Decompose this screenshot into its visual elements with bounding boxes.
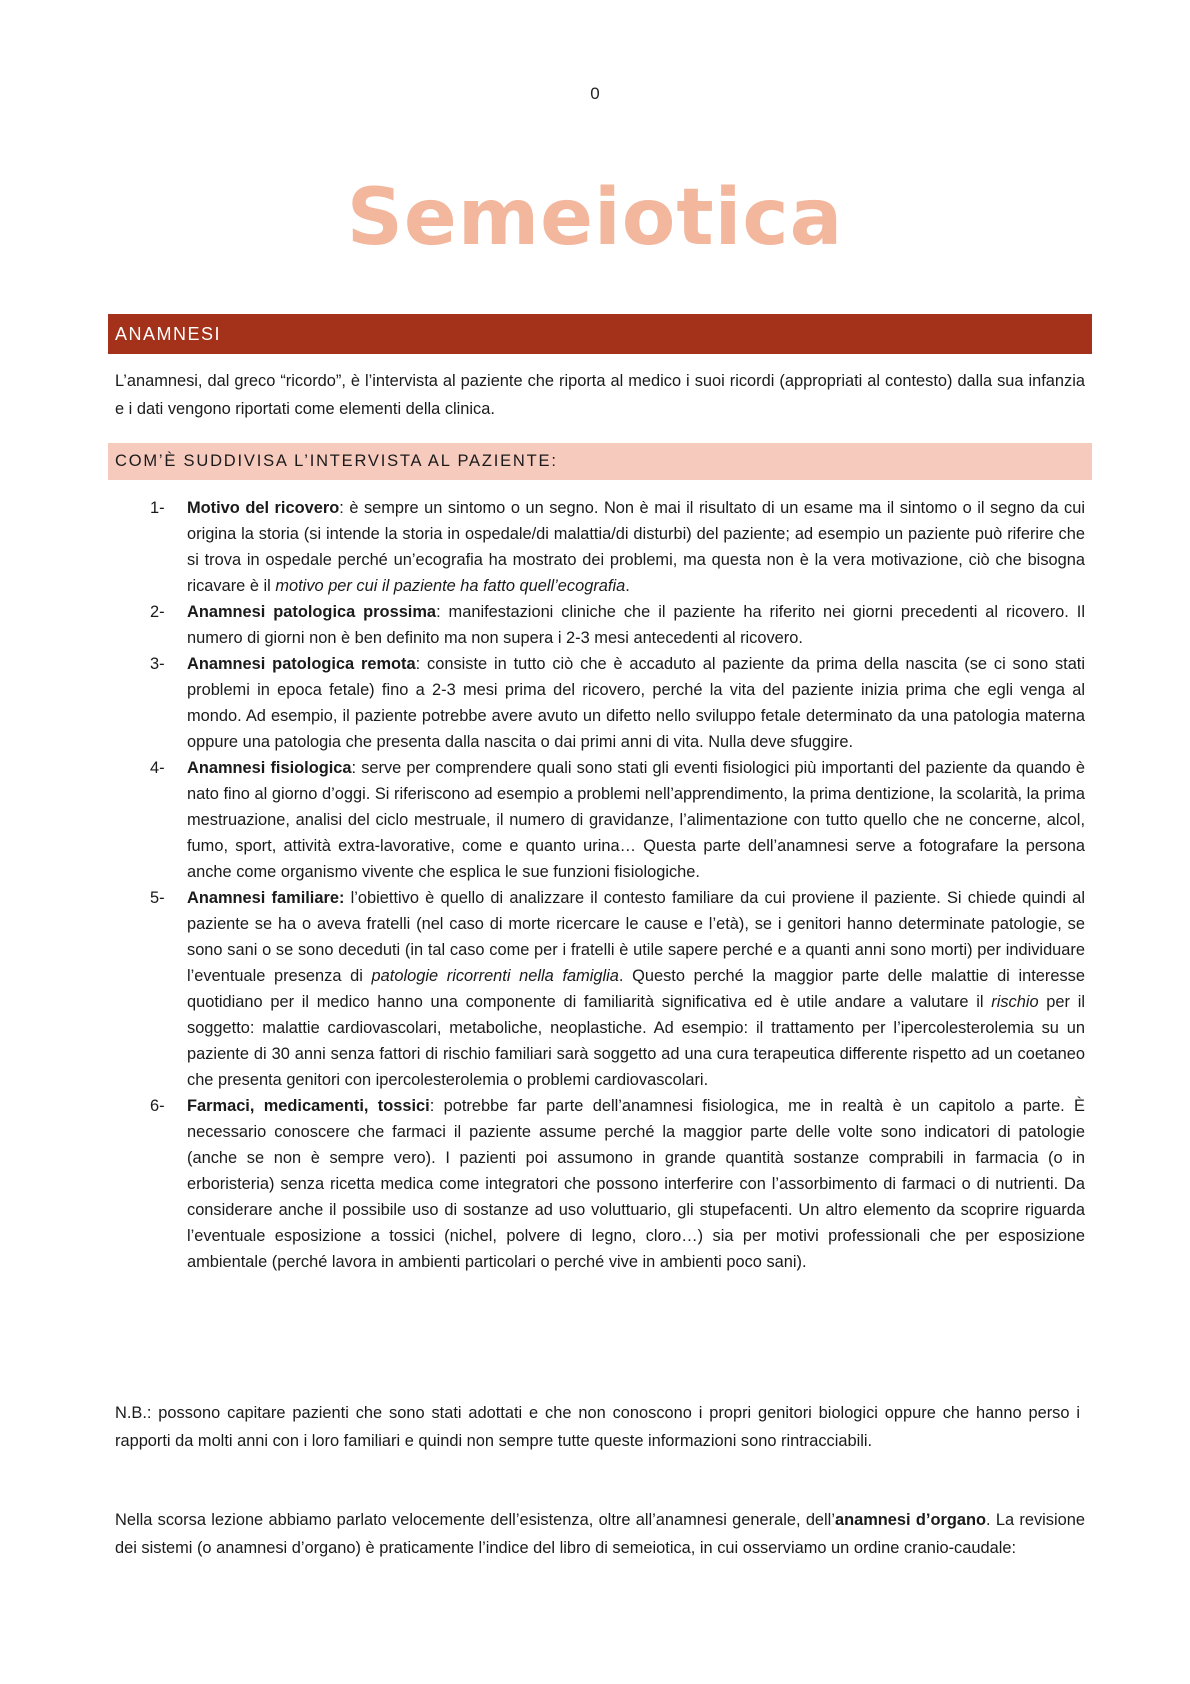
- list-item-number: 2-: [150, 603, 165, 621]
- list-item-text: : è sempre un sintomo o un segno. Non è mai il risultato di un esame ma il sintomo o il segno da cui origina la storia (si intende la storia in ospedale/di malattia/di disturbi) del paziente; ad esempio un paziente può riferire che si trova in ospedale perché un’ecografia ha mostrato dei problemi, ma questa non è la vera motivazione, ciò che bisogna ricavare è il: [187, 499, 1085, 595]
- document-title: Semeiotica: [346, 173, 844, 263]
- list-item-term: Anamnesi familiare:: [187, 889, 345, 907]
- list-item-text: l’obiettivo è quello di analizzare il contesto familiare da cui proviene il paziente. Si chiede quindi al paziente se ha o aveva fratelli (nel caso di morte ricercare le cause e l’età), se i genitori hanno determinate patologie, se sono sani o se sono deceduti (in tal caso come per i fratelli è utile sapere perché e a quanti anni sono morti) per individuare l’eventuale presenza di: [187, 889, 1085, 985]
- list-item-emphasis: patologie ricorrenti nella famiglia: [371, 967, 619, 985]
- list-item-term: Motivo del ricovero: [187, 499, 340, 517]
- list-item-number: 5-: [150, 889, 165, 907]
- list-item-term: Anamnesi patologica prossima: [187, 603, 437, 621]
- list-item-text: : manifestazioni cliniche che il paziente ha riferito nei giorni precedenti al ricovero. Il numero di giorni non è ben definito ma non supera i 2-3 mesi antecedenti al ricovero.: [187, 603, 1085, 647]
- list-item-number: 4-: [150, 759, 165, 777]
- list-item-text: : consiste in tutto ciò che è accaduto al paziente da prima della nascita (se ci sono stati problemi in epoca fetale) fino a 2-3 mesi prima del ricovero, perché la vita del paziente inizia prima che egli venga al mondo. Ad esempio, il paziente potrebbe avere avuto un difetto nello sviluppo fetale determinato da una patologia materna oppure una patologia che presenta dalla nascita o dai primi anni di vita. Nulla deve sfuggire.: [187, 655, 1085, 751]
- list-item-number: 1-: [150, 499, 165, 517]
- list-item-body: [187, 755, 1085, 885]
- closing-text: . La revisione dei sistemi (o anamnesi d’organo) è praticamente l’indice del libro di semeiotica, in cui osserviamo un ordine cranio-caudale:: [115, 1511, 1085, 1557]
- list-item-term: Anamnesi patologica remota: [187, 655, 416, 673]
- list-item: [150, 885, 1085, 1093]
- page-number: 0: [590, 84, 600, 103]
- list-item-body: [187, 1093, 1085, 1275]
- list-item-body: [187, 651, 1085, 755]
- closing-text: Nella scorsa lezione abbiamo parlato velocemente dell’esistenza, oltre all’anamnesi generale, dell’: [115, 1511, 835, 1529]
- list-item-text: . Questo perché la maggior parte delle malattie di interesse quotidiano per il medico hanno una componente di familiarità significativa ed è utile andare a valutare il: [187, 967, 1085, 1011]
- list-item-term: Anamnesi fisiologica: [187, 759, 352, 777]
- list-item-term: Farmaci, medicamenti, tossici: [187, 1097, 430, 1115]
- list-item-text: .: [625, 577, 630, 595]
- list-item-text: : serve per comprendere quali sono stati gli eventi fisiologici più importanti del paziente da quando è nato fino al giorno d’oggi. Si riferiscono ad esempio a problemi nell’apprendimento, la prima dentizione, la scolarità, la prima mestruazione, analisi del ciclo mestruale, il numero di gravidanze, l’alimentazione con tutto quello che ne concerne, alcol, fumo, sport, attività extra-lavorative, come e quanto urina… Questa parte dell’anamnesi serve a fotografare la persona anche come organismo vivente che esplica le sue funzioni fisiologiche.: [187, 759, 1085, 881]
- list-item: [150, 755, 1085, 885]
- nota-bene-paragraph: N.B.: possono capitare pazienti che sono stati adottati e che non conoscono i propri genitori biologici oppure che hanno perso i rapporti da molti anni con i loro familiari e quindi non sempre tutte queste informazioni sono rintracciabili.: [115, 1404, 1080, 1450]
- list-item-number: 6-: [150, 1097, 165, 1115]
- list-item-text: per il soggetto: malattie cardiovascolari, metaboliche, neoplastiche. Ad esempio: il trattamento per l’ipercolesterolemia su un paziente di 30 anni senza fattori di rischio familiari sarà soggetto ad una cura terapeutica differente rispetto ad un coetaneo che presenta genitori con ipercolesterolemia o problemi cardiovascolari.: [187, 993, 1085, 1089]
- section-heading-anamnesi: ANAMNESI: [108, 314, 1092, 354]
- closing-emphasis: anamnesi d’organo: [834, 1511, 986, 1529]
- list-item-body: [187, 495, 1085, 599]
- list-item: [150, 495, 1085, 599]
- list-item-number: 3-: [150, 655, 165, 673]
- list-item-body: [187, 599, 1085, 651]
- list-item: [150, 1093, 1085, 1275]
- list-item: [150, 651, 1085, 755]
- list-item-emphasis: motivo per cui il paziente ha fatto quell’ecografia: [275, 577, 626, 595]
- subsection-heading: COM’È SUDDIVISA L’INTERVISTA AL PAZIENTE:: [108, 443, 1092, 480]
- list-item: [150, 599, 1085, 651]
- list-item-body: [187, 885, 1085, 1093]
- list-item-text: : potrebbe far parte dell’anamnesi fisiologica, me in realtà è un capitolo a parte. È necessario conoscere che farmaci il paziente assume perché la maggior parte delle volte sono indicatori di patologie (anche se non è sempre vero). I pazienti poi assumono in grande quantità sostanze comprabili in farmacia (o in erboristeria) senza ricetta medica come integratori che possono interferire con l’assorbimento di farmaci o di nutrienti. Da considerare anche il possibile uso di sostanze ad uso voluttuario, gli stupefacenti. Un altro elemento da scoprire riguarda l’eventuale esposizione a tossici (nichel, polvere di legno, cloro…) sia per motivi professionali che per esposizione ambientale (perché lavora in ambienti particolari o perché vive in ambienti poco sani).: [187, 1097, 1085, 1271]
- list-item-emphasis: rischio: [991, 993, 1039, 1011]
- interview-sections-list: [150, 495, 1085, 1275]
- intro-paragraph: L’anamnesi, dal greco “ricordo”, è l’intervista al paziente che riporta al medico i suoi ricordi (appropriati al contesto) dalla sua infanzia e i dati vengono riportati come elementi della clinica.: [115, 372, 1085, 418]
- closing-paragraph: [115, 1506, 1085, 1562]
